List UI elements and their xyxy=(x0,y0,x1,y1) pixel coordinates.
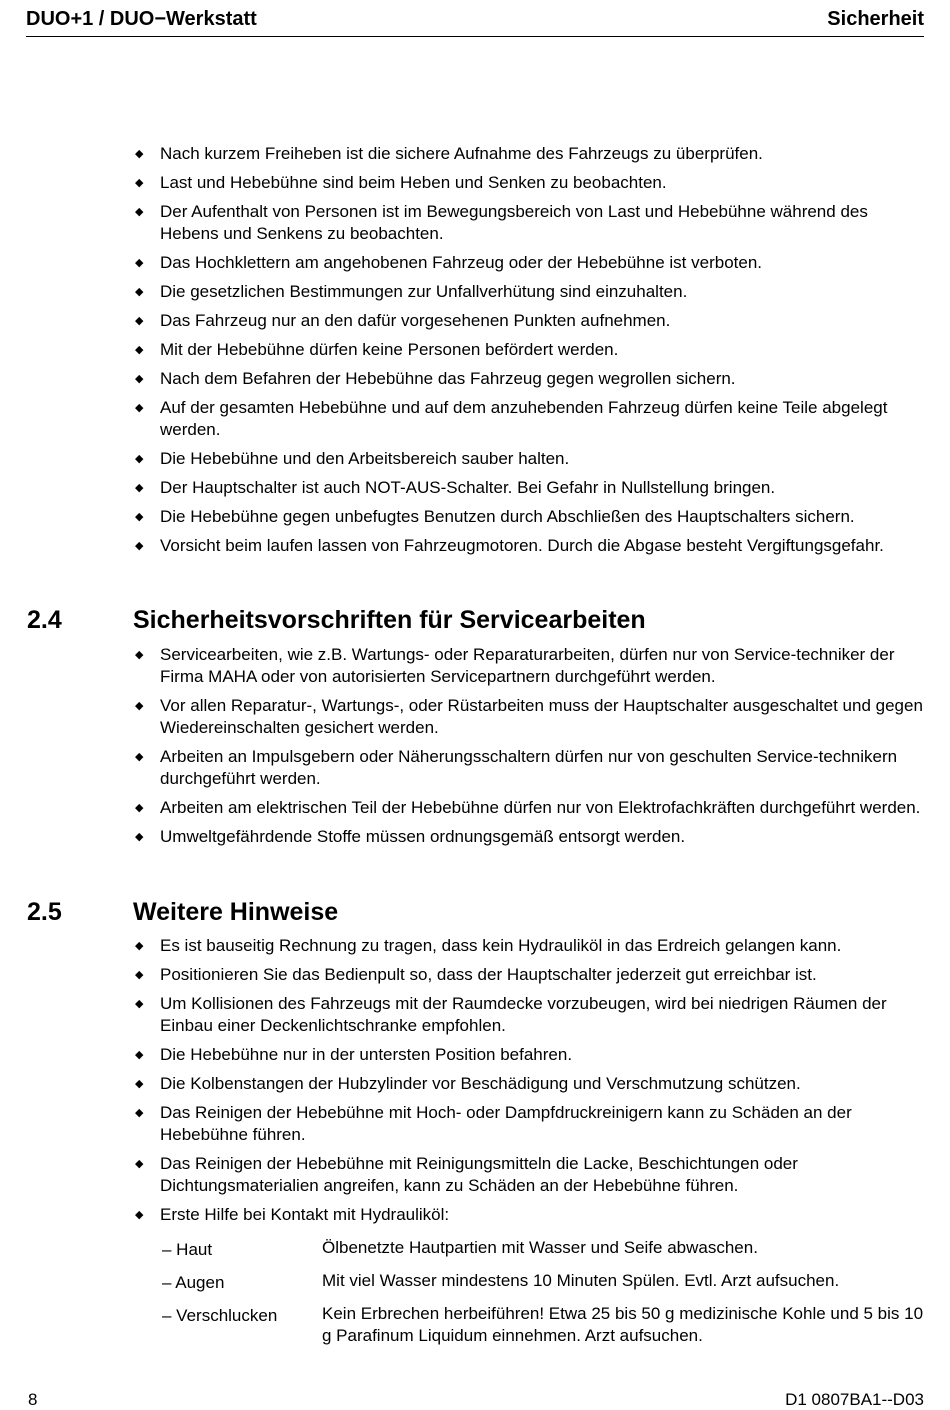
bullet-icon: ◆ xyxy=(135,998,144,1010)
list-item xyxy=(130,746,930,790)
bullet-icon: ◆ xyxy=(135,1049,144,1061)
list-item xyxy=(130,448,930,470)
list-item xyxy=(130,797,930,819)
list-item xyxy=(130,397,930,441)
list-item-text: Die Hebebühne nur in der untersten Position befahren. xyxy=(160,1045,573,1064)
list-item-text: Der Aufenthalt von Personen ist im Bewegungsbereich von Last und Hebebühne während des Hebens und Senkens zu beobachten. xyxy=(160,202,868,243)
list-item xyxy=(130,281,930,303)
page-header xyxy=(26,8,924,37)
list-item-text: Arbeiten an Impulsgebern oder Näherungsschaltern dürfen nur von geschulten Service-technikern durchgeführt werden. xyxy=(160,747,898,788)
list-item xyxy=(130,1153,930,1197)
first-aid-term: – Augen xyxy=(162,1273,225,1292)
list-item-text: Umweltgefährdende Stoffe müssen ordnungsgemäß entsorgt werden. xyxy=(160,827,686,846)
bullet-icon: ◆ xyxy=(135,1078,144,1090)
first-aid-row xyxy=(162,1237,932,1270)
list-item xyxy=(130,252,930,274)
bullet-icon: ◆ xyxy=(135,969,144,981)
list-item-text: Positionieren Sie das Bedienpult so, dass der Hauptschalter jederzeit gut erreichbar ist. xyxy=(160,965,817,984)
list-item xyxy=(130,535,930,557)
bullet-icon: ◆ xyxy=(135,831,144,843)
section-number: 2.5 xyxy=(27,898,62,926)
first-aid-row xyxy=(162,1303,932,1347)
bullet-icon: ◆ xyxy=(135,402,144,414)
list-item-text: Das Hochklettern am angehobenen Fahrzeug oder der Hebebühne ist verboten. xyxy=(160,253,762,272)
list-item-text: Nach kurzem Freiheben ist die sichere Aufnahme des Fahrzeugs zu überprüfen. xyxy=(160,144,763,163)
list-item xyxy=(130,1204,930,1226)
list-item xyxy=(130,964,930,986)
bullet-icon: ◆ xyxy=(135,148,144,160)
further-notes-list xyxy=(130,935,930,1233)
first-aid-desc: Ölbenetzte Hautpartien mit Wasser und Seife abwaschen. xyxy=(322,1238,758,1257)
list-item-text: Es ist bauseitig Rechnung zu tragen, dass kein Hydrauliköl in das Erdreich gelangen kann. xyxy=(160,936,842,955)
bullet-icon: ◆ xyxy=(135,802,144,814)
list-item xyxy=(130,993,930,1037)
page-number: 8 xyxy=(28,1390,38,1409)
list-item-text: Um Kollisionen des Fahrzeugs mit der Raumdecke vorzubeugen, wird bei niedrigen Räumen der Einbau einer Deckenlichtschranke empfohlen. xyxy=(160,994,887,1035)
bullet-icon: ◆ xyxy=(135,482,144,494)
bullet-icon: ◆ xyxy=(135,206,144,218)
bullet-icon: ◆ xyxy=(135,751,144,763)
list-item-text: Servicearbeiten, wie z.B. Wartungs- oder Reparaturarbeiten, dürfen nur von Service-techniker der Firma MAHA oder von autorisierten Servicepartnern durchgeführt werden. xyxy=(160,645,895,686)
list-item-text: Die Hebebühne und den Arbeitsbereich sauber halten. xyxy=(160,449,570,468)
service-safety-list xyxy=(130,644,930,855)
bullet-icon: ◆ xyxy=(135,373,144,385)
first-aid-row xyxy=(162,1270,932,1303)
first-aid-term: – Haut xyxy=(162,1240,213,1259)
list-item xyxy=(130,368,930,390)
list-item xyxy=(130,506,930,528)
list-item xyxy=(130,1073,930,1095)
list-item-text: Arbeiten am elektrischen Teil der Hebebühne dürfen nur von Elektrofachkräften durchgeführt werden. xyxy=(160,798,921,817)
safety-list xyxy=(130,143,930,564)
list-item-text: Die Hebebühne gegen unbefugtes Benutzen durch Abschließen des Hauptschalters sichern. xyxy=(160,507,855,526)
list-item xyxy=(130,477,930,499)
list-item xyxy=(130,172,930,194)
bullet-icon: ◆ xyxy=(135,1209,144,1221)
bullet-icon: ◆ xyxy=(135,511,144,523)
list-item-text: Last und Hebebühne sind beim Heben und Senken zu beobachten. xyxy=(160,173,667,192)
list-item-text: Auf der gesamten Hebebühne und auf dem anzuhebenden Fahrzeug dürfen keine Teile abgelegt werden. xyxy=(160,398,888,439)
list-item xyxy=(130,935,930,957)
bullet-icon: ◆ xyxy=(135,1107,144,1119)
first-aid-desc: Kein Erbrechen herbeiführen! Etwa 25 bis 50 g medizinische Kohle und 5 bis 10 g Parafinum Liquidum einnehmen. Arzt aufsuchen. xyxy=(322,1304,924,1345)
list-item-text: Mit der Hebebühne dürfen keine Personen befördert werden. xyxy=(160,340,619,359)
bullet-icon: ◆ xyxy=(135,177,144,189)
section-heading-2-5 xyxy=(27,898,338,927)
bullet-icon: ◆ xyxy=(135,700,144,712)
first-aid-table xyxy=(162,1237,932,1347)
header-title-left: DUO+1 / DUO−Werkstatt xyxy=(26,8,257,30)
first-aid-term: – Verschlucken xyxy=(162,1306,278,1325)
list-item-text: Vorsicht beim laufen lassen von Fahrzeugmotoren. Durch die Abgase besteht Vergiftungsgefahr. xyxy=(160,536,884,555)
list-item xyxy=(130,1044,930,1066)
header-title-right: Sicherheit xyxy=(827,8,924,30)
bullet-icon: ◆ xyxy=(135,940,144,952)
section-heading-2-4 xyxy=(27,606,646,635)
list-item xyxy=(130,826,930,848)
list-item-text: Nach dem Befahren der Hebebühne das Fahrzeug gegen wegrollen sichern. xyxy=(160,369,736,388)
section-number: 2.4 xyxy=(27,606,62,634)
list-item-text: Die Kolbenstangen der Hubzylinder vor Beschädigung und Verschmutzung schützen. xyxy=(160,1074,801,1093)
first-aid-desc: Mit viel Wasser mindestens 10 Minuten Spülen. Evtl. Arzt aufsuchen. xyxy=(322,1271,840,1290)
bullet-icon: ◆ xyxy=(135,286,144,298)
list-item-text: Das Reinigen der Hebebühne mit Reinigungsmitteln die Lacke, Beschichtungen oder Dichtungsmaterialien angreifen, kann zu Schäden an der Hebebühne führen. xyxy=(160,1154,798,1195)
list-item-text: Erste Hilfe bei Kontakt mit Hydrauliköl: xyxy=(160,1205,450,1224)
list-item xyxy=(130,695,930,739)
list-item-text: Vor allen Reparatur-, Wartungs-, oder Rüstarbeiten muss der Hauptschalter ausgeschaltet und gegen Wiedereinschalten gesichert werden. xyxy=(160,696,923,737)
list-item xyxy=(130,310,930,332)
list-item xyxy=(130,339,930,361)
list-item-text: Der Hauptschalter ist auch NOT-AUS-Schalter. Bei Gefahr in Nullstellung bringen. xyxy=(160,478,776,497)
bullet-icon: ◆ xyxy=(135,453,144,465)
list-item xyxy=(130,1102,930,1146)
bullet-icon: ◆ xyxy=(135,1158,144,1170)
section-title: Weitere Hinweise xyxy=(133,898,339,926)
list-item-text: Das Fahrzeug nur an den dafür vorgesehenen Punkten aufnehmen. xyxy=(160,311,671,330)
section-title: Sicherheitsvorschriften für Servicearbeiten xyxy=(133,606,646,634)
bullet-icon: ◆ xyxy=(135,257,144,269)
list-item xyxy=(130,143,930,165)
list-item xyxy=(130,201,930,245)
bullet-icon: ◆ xyxy=(135,315,144,327)
list-item-text: Das Reinigen der Hebebühne mit Hoch- oder Dampfdruckreinigern kann zu Schäden an der Hebebühne führen. xyxy=(160,1103,852,1144)
document-code: D1 0807BA1--D03 xyxy=(785,1390,924,1409)
bullet-icon: ◆ xyxy=(135,649,144,661)
bullet-icon: ◆ xyxy=(135,344,144,356)
list-item-text: Die gesetzlichen Bestimmungen zur Unfallverhütung sind einzuhalten. xyxy=(160,282,688,301)
list-item xyxy=(130,644,930,688)
bullet-icon: ◆ xyxy=(135,540,144,552)
